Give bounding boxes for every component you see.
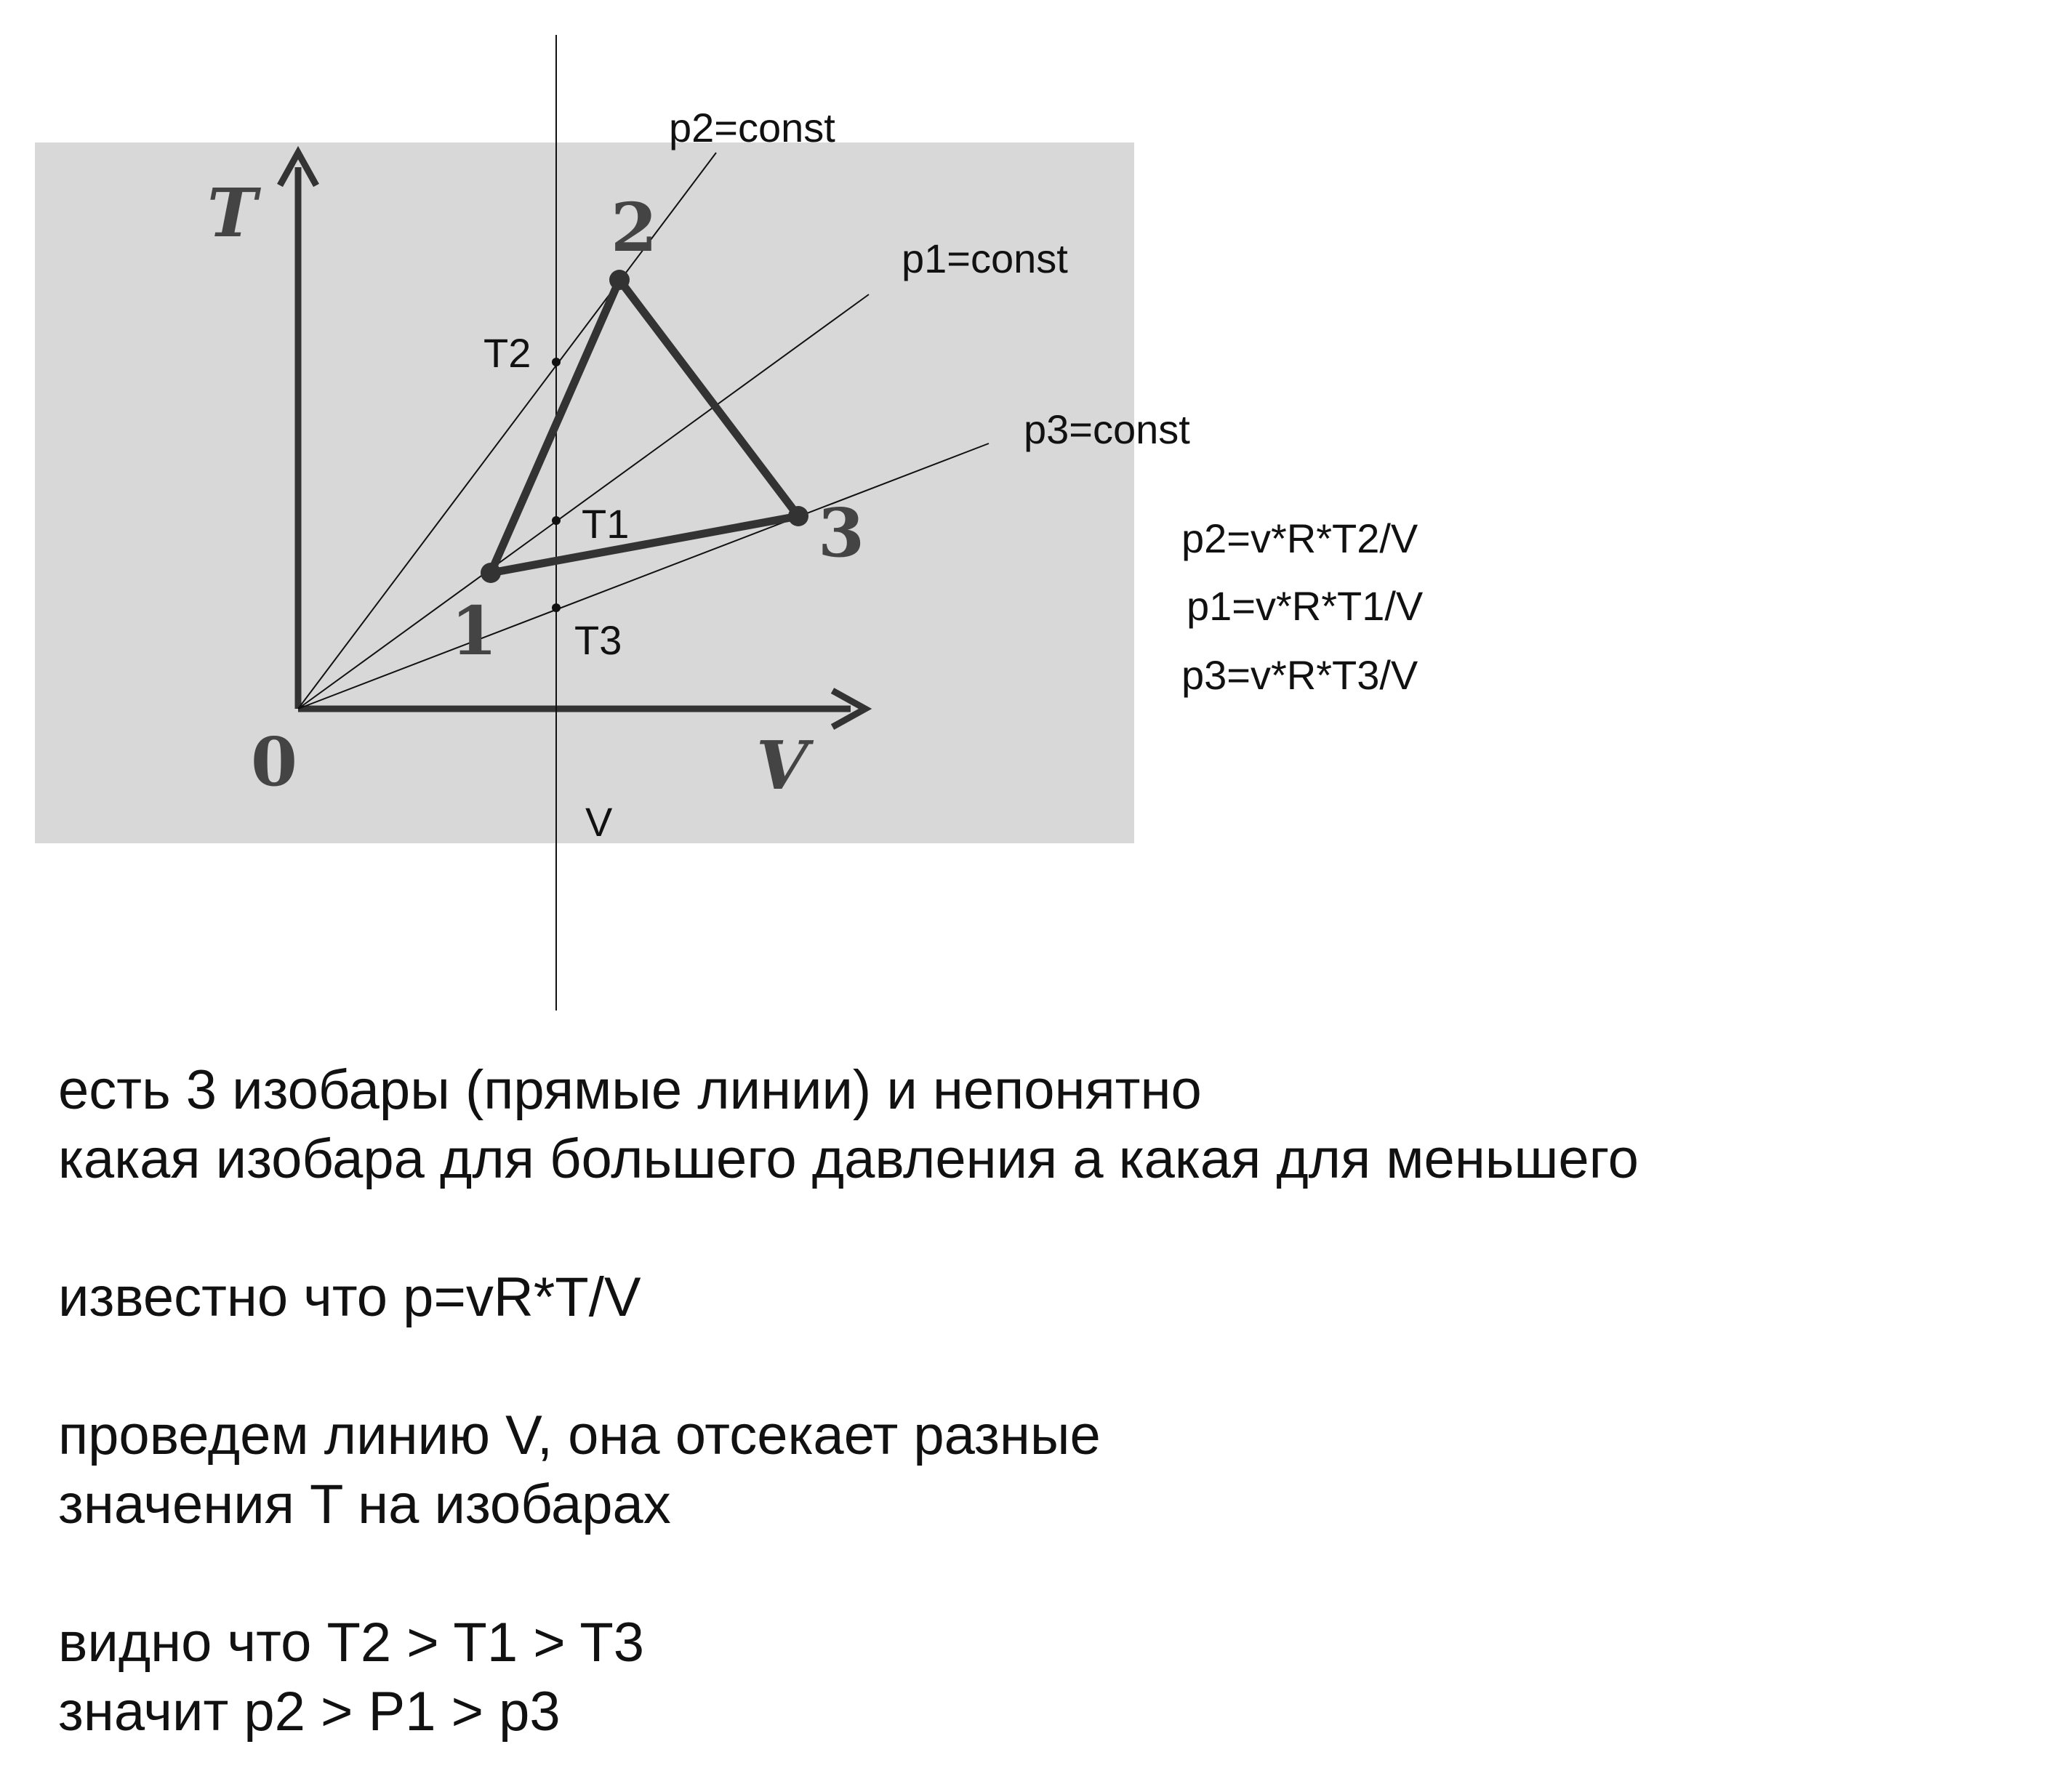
- explanation-line-2: какая изобара для большего давления а какая для меньшего: [58, 1128, 1639, 1190]
- t1-label: T1: [582, 501, 630, 547]
- origin-label: 0: [251, 723, 298, 801]
- t2-intersection-point: [552, 358, 561, 366]
- isobar-p1-label: p1=const: [902, 236, 1068, 281]
- t-axis-label: T: [207, 174, 257, 252]
- explanation-line-4: проведем линию V, она отсекает разные: [58, 1405, 1101, 1466]
- explanation-line-5: значения T на изобарах: [58, 1474, 671, 1535]
- isobar-p2-label: p2=const: [669, 105, 835, 150]
- t3-intersection-point: [552, 603, 561, 612]
- vertex-3-point: [788, 506, 808, 526]
- isobar-p3-label: p3=const: [1024, 406, 1190, 452]
- explanation-line-1: есть 3 изобары (прямые линии) и непонятно: [58, 1059, 1202, 1121]
- explanation-line-6: видно что T2 > T1 > T3: [58, 1612, 645, 1674]
- t3-label: T3: [574, 617, 622, 663]
- explanation-line-7: значит p2 > P1 > p3: [58, 1681, 561, 1743]
- formula-p3: p3=v*R*T3/V: [1181, 652, 1418, 698]
- v-axis-label: V: [756, 726, 808, 805]
- vertex-2-point: [609, 270, 630, 290]
- explanation-line-3: известно что p=vR*T/V: [58, 1266, 641, 1328]
- vertex-1-label: 1: [451, 592, 498, 670]
- t2-label: T2: [483, 330, 531, 376]
- vertex-3-label: 3: [818, 494, 865, 572]
- vertex-1-point: [481, 563, 501, 583]
- formula-p2: p2=v*R*T2/V: [1181, 515, 1418, 561]
- vertex-2-label: 2: [611, 188, 658, 267]
- formula-p1: p1=v*R*T1/V: [1187, 583, 1424, 629]
- t1-intersection-point: [552, 516, 561, 525]
- vertical-line-label: V: [585, 799, 613, 845]
